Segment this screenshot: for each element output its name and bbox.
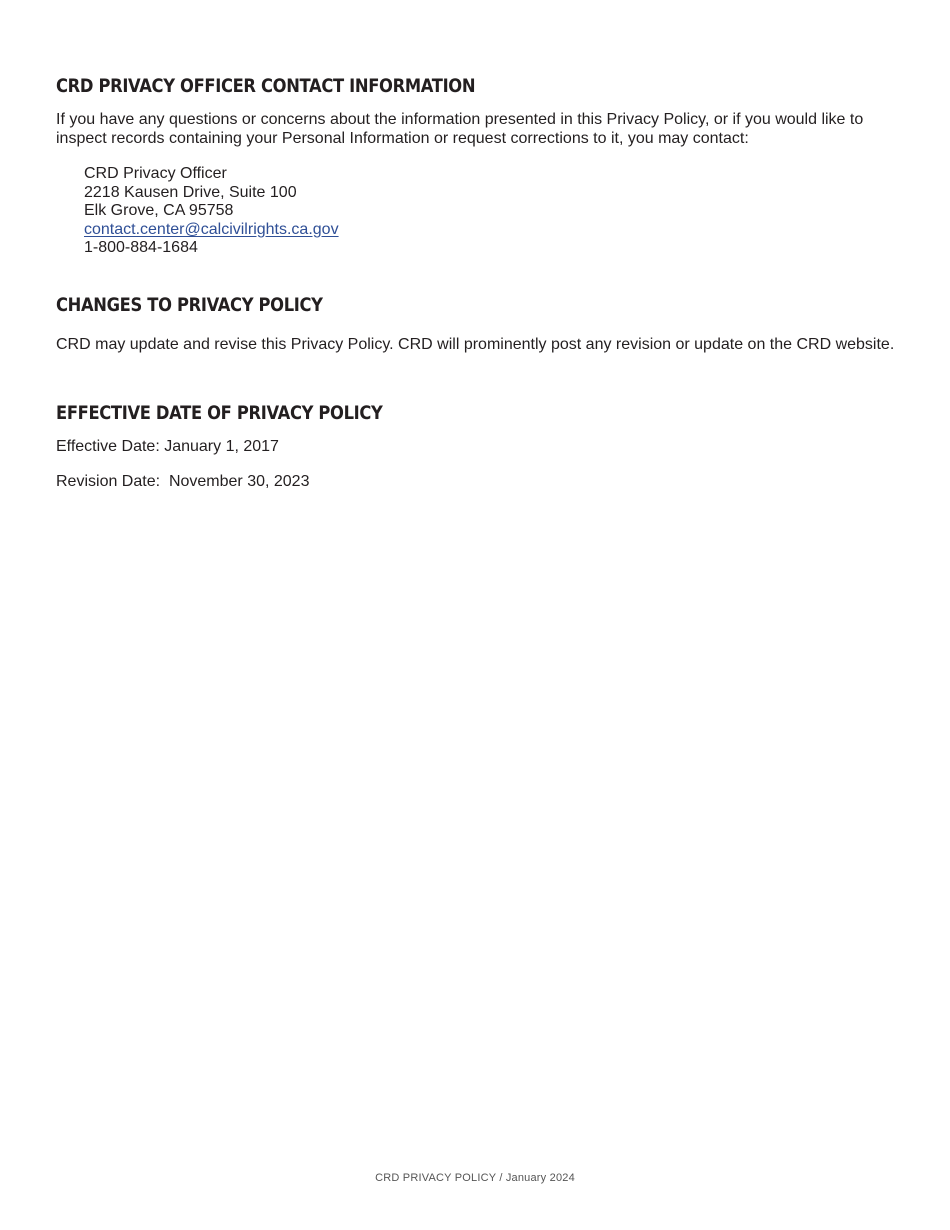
- effective-date-block: [56, 438, 896, 457]
- officer-street: 2218 Kausen Drive, Suite 100: [84, 183, 297, 201]
- officer-city-state-zip: Elk Grove, CA 95758: [84, 202, 234, 220]
- changes-section: [56, 294, 896, 316]
- contact-heading: CRD PRIVACY OFFICER CONTACT INFORMATION: [56, 75, 476, 97]
- changes-body: CRD may update and revise this Privacy Policy. CRD will prominently post any revision or update on the CRD website.: [56, 336, 895, 353]
- effective-date: Effective Date: January 1, 2017: [56, 438, 279, 455]
- contact-intro: If you have any questions or concerns about the information presented in this Privacy Policy, or if you would like to inspect records containing your Personal Information or request corrections to it, you may contact:: [56, 111, 864, 147]
- contact-address-block: [84, 165, 684, 258]
- effective-heading: EFFECTIVE DATE OF PRIVACY POLICY: [56, 402, 383, 424]
- officer-name: CRD Privacy Officer: [84, 165, 227, 182]
- officer-email-link[interactable]: contact.center@calcivilrights.ca.gov: [84, 220, 339, 238]
- page-footer: CRD PRIVACY POLICY / January 2024: [375, 1172, 575, 1184]
- changes-heading: CHANGES TO PRIVACY POLICY: [56, 294, 323, 316]
- changes-body-block: [56, 336, 896, 355]
- effective-section: [56, 402, 896, 424]
- revision-date: Revision Date: November 30, 2023: [56, 473, 310, 490]
- officer-phone: 1-800-884-1684: [84, 239, 198, 257]
- revision-date-block: [56, 473, 896, 492]
- contact-section: [56, 75, 896, 97]
- contact-intro-block: [56, 111, 896, 148]
- document-page: [56, 0, 896, 1230]
